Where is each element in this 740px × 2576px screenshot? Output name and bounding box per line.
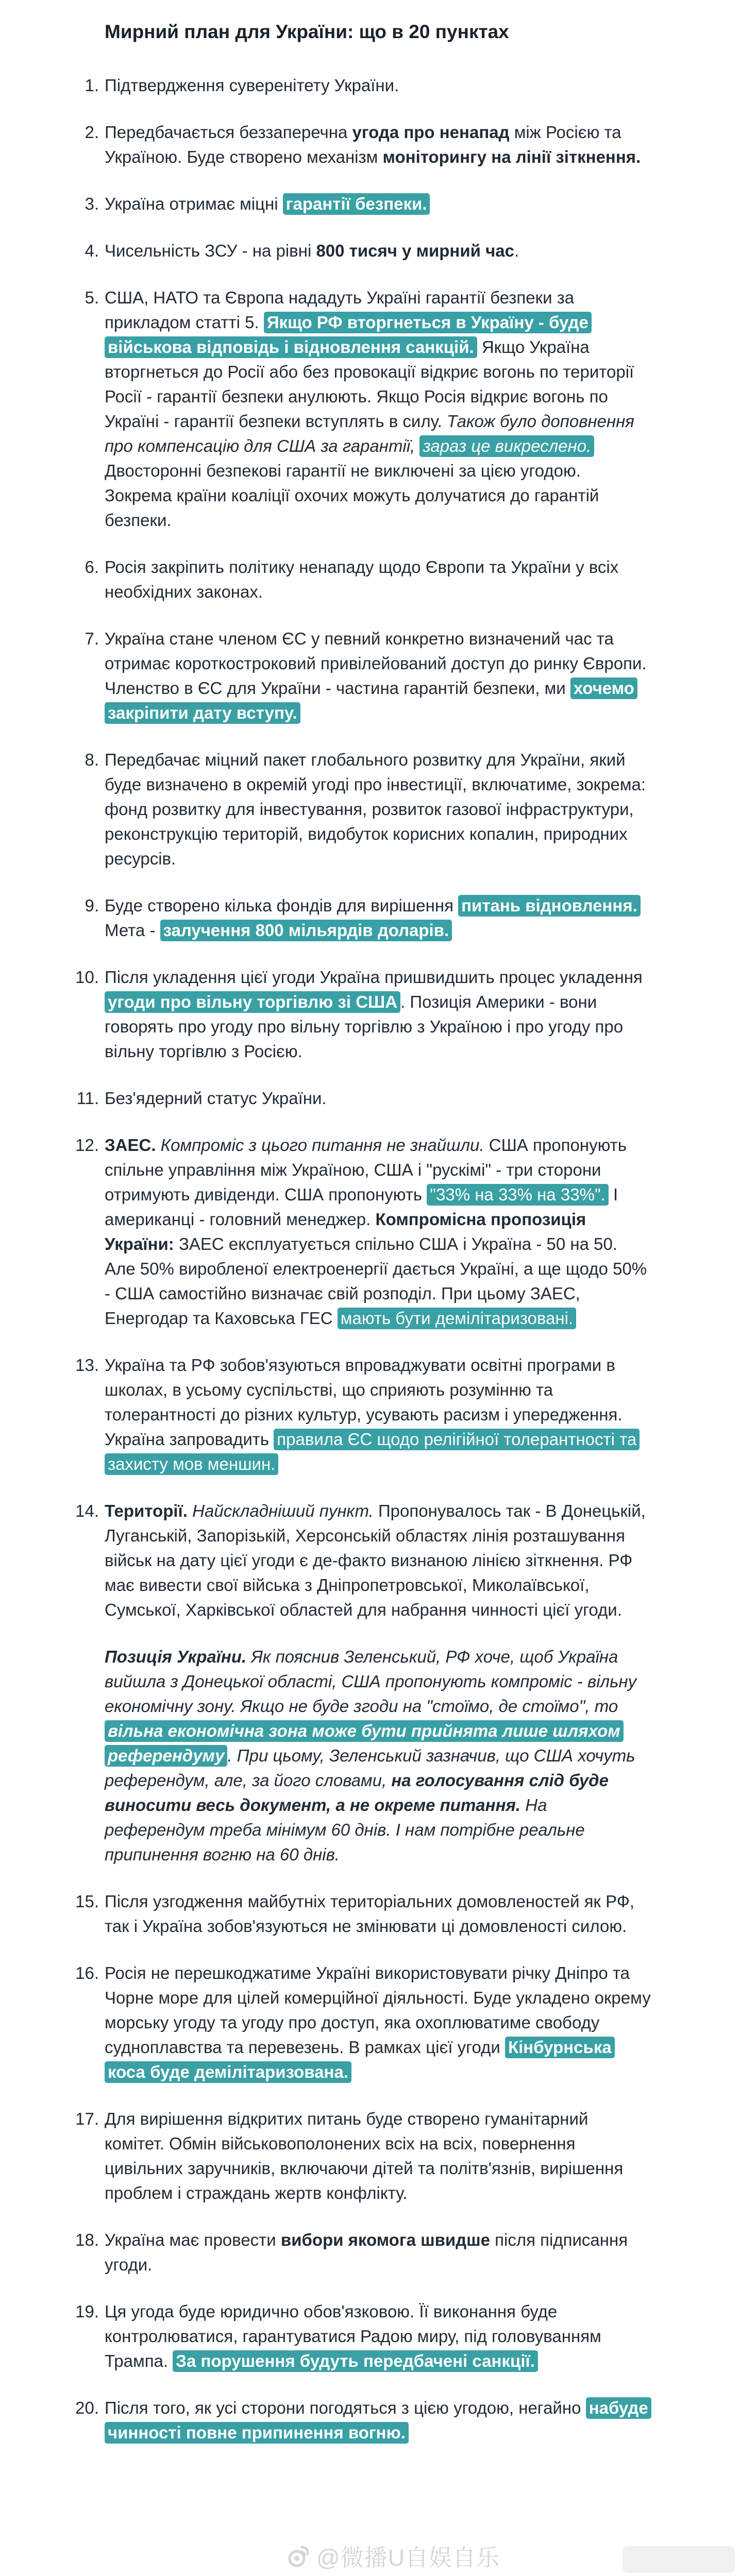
text-segment: Компромісна пропозиція України:: [105, 1210, 586, 1253]
text-segment: Мета -: [105, 921, 160, 940]
text-segment: між Росією та Україною. Буде створено механізм: [105, 123, 621, 166]
highlight-segment: правила ЄС щодо релігійної толерантності та захисту мов меншин.: [105, 1429, 640, 1475]
text-segment: Після того, як усі сторони погодяться з цією угодою, негайно: [105, 2398, 586, 2417]
point-number: 8.: [85, 750, 99, 769]
point-paragraph: [105, 2299, 651, 2374]
point-number: 3.: [85, 194, 99, 213]
text-segment: Після узгодження майбутніх територіальних домовленостей як РФ, так і Україна зобов'язуються не змінювати ці домовленості силою.: [105, 1892, 635, 1936]
point-paragraph: [105, 748, 651, 871]
point-number: 12.: [75, 1136, 99, 1155]
point-number: 19.: [75, 2302, 99, 2321]
point-item-8: [0, 748, 740, 871]
text-segment: .: [514, 241, 519, 260]
watermark: [284, 2539, 500, 2572]
text-segment: Для вирішення відкритих питань буде створено гуманітарний комітет. Обмін військовополонених всіх на всіх, повернення цивільних заручників, включаючи дітей та політв'язнів, вирішення проблем і страждань жертв конфлікту.: [105, 2109, 624, 2202]
point-item-1: [0, 73, 740, 98]
text-segment: Як пояснив Зеленський, РФ хоче, щоб Україна вийшла з Донецької області, США пропонують компроміс - вільну економічну зону. Якщо не буде згоди на "стоїмо, де стоїмо", то: [105, 1647, 637, 1716]
point-number: 11.: [76, 1089, 99, 1108]
text-segment: Після укладення цієї угоди Україна пришвидшить процес укладення: [105, 968, 643, 987]
highlight-segment: Кінбурнська коса буде демілітаризована.: [105, 2037, 615, 2083]
text-segment: Компроміс з цього питання не знайшли.: [156, 1136, 484, 1155]
point-item-15: [0, 1889, 740, 1939]
point-item-16: [0, 1961, 740, 2084]
point-number: 7.: [85, 629, 99, 648]
point-number: 1.: [85, 76, 99, 95]
text-segment: Двосторонні безпекові гарантії не виключені за цією угодою. Зокрема країни коаліції охочих можуть долучатися до гарантій безпеки.: [105, 461, 599, 530]
text-segment: Буде створено кілька фондів для вирішення: [105, 896, 459, 915]
highlight-segment: Якщо РФ вторгнеться в Україну - буде військова відповідь і відновлення санкцій.: [105, 312, 592, 358]
point-item-12: [0, 1133, 740, 1331]
text-segment: вибори якомога швидше: [280, 2230, 490, 2249]
point-paragraph: [105, 2396, 651, 2445]
highlight-segment: угоди про вільну торгівлю зі США: [105, 991, 400, 1013]
point-number: 20.: [75, 2398, 99, 2417]
point-paragraph: [105, 73, 651, 98]
point-number: 18.: [75, 2230, 99, 2249]
point-paragraph: [105, 285, 651, 533]
point-paragraph: [105, 1645, 651, 1867]
highlight-segment: набуде чинності повне припинення вогню.: [105, 2397, 651, 2444]
point-item-5: [0, 285, 740, 533]
text-segment: моніторингу на лінії зіткнення.: [382, 147, 641, 166]
point-number: 5.: [85, 288, 99, 307]
point-paragraph: [105, 120, 651, 170]
point-paragraph: [105, 1133, 651, 1331]
point-item-2: [0, 120, 740, 170]
text-segment: Передбачається беззаперечна: [105, 123, 352, 142]
text-segment: На референдум треба мінімум 60 днів. І нам потрібне реальне припинення вогню на 60 днів.: [105, 1795, 585, 1864]
highlight-segment: залучення 800 мільярдів доларів.: [160, 920, 452, 941]
highlight-segment: вільна економічна зона може бути прийнята лише шляхом референдуму: [105, 1720, 624, 1767]
point-paragraph: [105, 893, 651, 943]
point-paragraph: [105, 1086, 651, 1111]
point-paragraph: [105, 965, 651, 1064]
text-segment: . При цьому, Зеленський зазначив, що США хочуть референдум, але, за його словами,: [105, 1746, 635, 1790]
point-number: 15.: [75, 1892, 99, 1911]
point-item-7: [0, 626, 740, 725]
points-list: [0, 73, 740, 2445]
point-paragraph: [105, 239, 651, 263]
point-paragraph: [105, 1961, 651, 2084]
page-title: Мирний план для України: що в 20 пунктах: [105, 21, 509, 42]
highlight-segment: гарантії безпеки.: [283, 193, 430, 215]
point-item-18: [0, 2228, 740, 2277]
point-number: 13.: [75, 1355, 99, 1375]
point-number: 9.: [85, 896, 99, 915]
text-segment: ЗАЕС експлуатується спільно США і Україна - 50 на 50. Але 50% виробленої електроенергії дається Україні, а ще щодо 50% - США самостійно визначає свій розподіл. При цьому ЗАЕС, Енергодар та Каховська ГЕС: [105, 1234, 647, 1328]
point-paragraph: [105, 1499, 651, 1622]
point-paragraph: [105, 2107, 651, 2206]
point-number: 2.: [85, 123, 99, 142]
highlight-segment: хочемо закріпити дату вступу.: [105, 677, 637, 724]
text-segment: Росія закріпить політику ненападу щодо Європи та України у всіх необхідних законах.: [105, 557, 619, 601]
text-segment: Україна отримає міцні: [105, 194, 283, 213]
text-segment: Росія не перешкоджатиме Україні використовувати річку Дніпро та Чорне море для цілей комерційної діяльності. Буде укладено окрему морську угоду та угоду про доступ, яка охоплюватиме свободу судноплавства та перевезень. В рамках цієї угоди: [105, 1963, 651, 2057]
point-number: 6.: [85, 557, 99, 577]
point-number: 10.: [75, 968, 99, 987]
point-item-14: [0, 1499, 740, 1867]
text-segment: Ця угода буде юридично обов'язковою. Її виконання буде контролюватися, гарантуватися Радою миру, під головуванням Трампа.: [105, 2302, 601, 2370]
text-segment: Також було доповнення про компенсацію для США за гарантії,: [105, 412, 634, 455]
point-paragraph: [105, 1889, 651, 1939]
text-segment: Чисельність ЗСУ - на рівні: [105, 241, 316, 260]
point-paragraph: [105, 555, 651, 604]
text-segment: Передбачає міцний пакет глобального розвитку для України, який буде визначено в окремій угоді про інвестиції, включатиме, зокрема: фонд розвитку для інвестування, розвиток газової інфраструктури, реконструкцію територій, видобуток корисних копалин, природних ресурсів.: [105, 750, 646, 868]
text-segment: на голосування слід буде виносити весь документ, а не окреме питання.: [105, 1771, 609, 1815]
point-item-13: [0, 1353, 740, 1477]
weibo-logo-icon: [284, 2542, 312, 2570]
text-segment: Пропонувалось так - В Донецькій, Луганській, Запорізькій, Херсонській областях лінія розташування військ на дату цієї угоди є де-факто визнаною лінією зіткнення. РФ має вивести свої війська з Дніпропетровської, Миколаївської, Сумської, Харківської областей для набрання чинності цієї угоди.: [105, 1501, 646, 1619]
point-number: 16.: [75, 1963, 99, 1982]
point-item-20: [0, 2396, 740, 2445]
watermark-text: @微播U自娱自乐: [316, 2545, 500, 2571]
text-segment: США пропонують спільне управління між Україною, США і "рускімі" - три сторони отримують дивіденди. США пропонують: [105, 1136, 627, 1204]
text-segment: Підтвердження суверенітету України.: [105, 76, 399, 95]
highlight-segment: зараз це викреслено.: [419, 435, 594, 457]
point-item-3: [0, 192, 740, 216]
text-segment: І американці - головний менеджер.: [105, 1185, 618, 1229]
point-number: 4.: [85, 241, 99, 260]
point-number: 14.: [75, 1501, 99, 1520]
text-segment: після підписання угоди.: [105, 2230, 628, 2274]
point-item-19: [0, 2299, 740, 2374]
point-paragraph: [105, 626, 651, 725]
point-item-17: [0, 2107, 740, 2206]
point-item-10: [0, 965, 740, 1064]
text-segment: . Позиція Америки - вони говорять про угоду про вільну торгівлю з Україною і про угоду про вільну торгівлю з Росією.: [105, 992, 624, 1061]
highlight-segment: За порушення будуть передбачені санкції.: [173, 2350, 538, 2372]
text-segment: Позиція України.: [105, 1647, 247, 1666]
text-segment: Найскладніший пункт.: [187, 1501, 374, 1520]
text-segment: Якщо Україна вторгнеться до Росії або без провокації відкриє вогонь по території Росії - гарантії безпеки анулюють. Якщо Росія відкриє вогонь по Україні - гарантії безпеки вступлять в силу.: [105, 337, 634, 431]
text-segment: Без'ядерний статус України.: [105, 1089, 327, 1108]
point-item-6: [0, 555, 740, 604]
point-number: 17.: [75, 2109, 99, 2128]
text-segment: Території.: [105, 1501, 188, 1520]
point-paragraph: [105, 192, 651, 216]
text-segment: Україна стане членом ЄС у певний конкретно визначений час та отримає короткостроковий привілейований доступ до ринку Європи. Членство в ЄС для України - частина гарантій безпеки, ми: [105, 629, 647, 698]
point-item-11: [0, 1086, 740, 1111]
text-segment: угода про ненапад: [352, 123, 510, 142]
point-paragraph: [105, 1353, 651, 1477]
highlight-segment: мають бути демілітаризовані.: [338, 1308, 576, 1329]
point-paragraph: [105, 2228, 651, 2277]
corner-pill: [623, 2546, 735, 2573]
highlight-segment: питань відновлення.: [458, 895, 641, 917]
text-segment: США, НАТО та Європа нададуть Україні гарантії безпеки за прикладом статті 5.: [105, 288, 575, 332]
point-item-9: [0, 893, 740, 943]
highlight-segment: "33% на 33% на 33%".: [427, 1184, 609, 1206]
text-segment: Україна має провести: [105, 2230, 281, 2249]
point-item-4: [0, 239, 740, 263]
text-segment: Україна та РФ зобов'язуються впроваджувати освітні програми в школах, в усьому суспільстві, що сприяють розумінню та толерантності до різних культур, усувають расизм і упередження. Україна запровадить: [105, 1355, 623, 1449]
text-segment: 800 тисяч у мирний час: [316, 241, 514, 260]
text-segment: ЗАЕС.: [105, 1136, 156, 1155]
